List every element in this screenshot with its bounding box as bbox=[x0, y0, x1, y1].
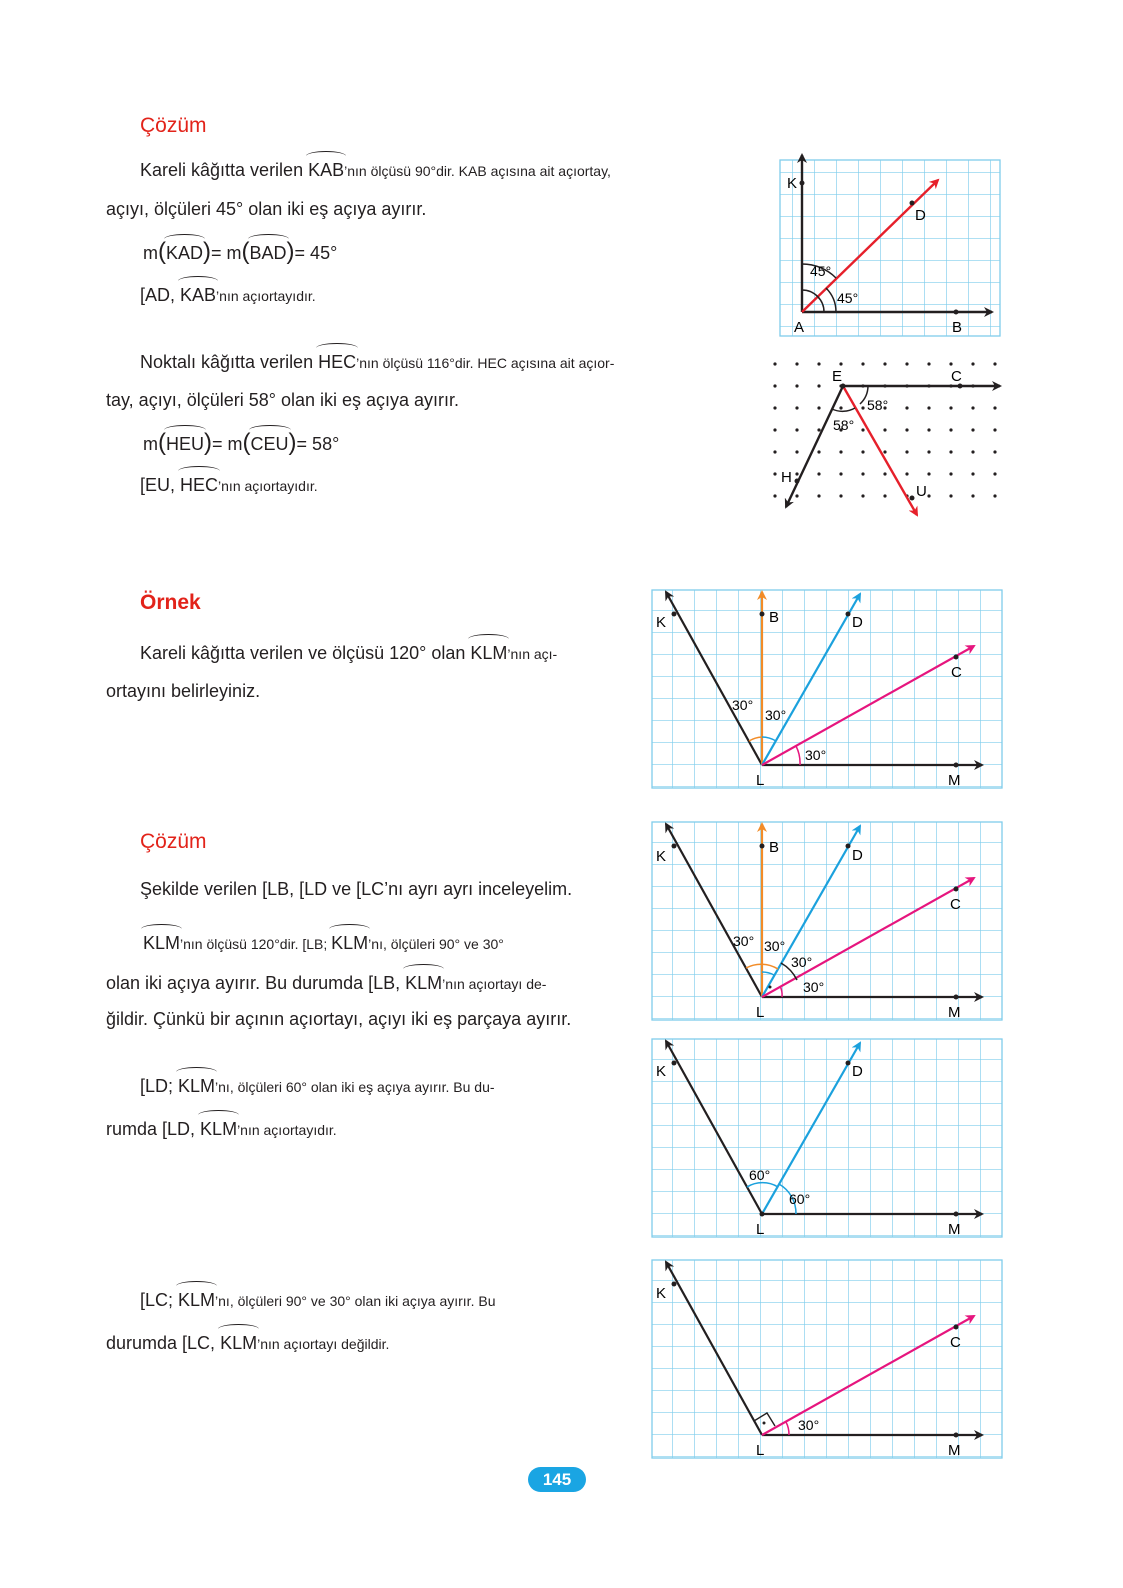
angle-label-cm: 30° bbox=[805, 747, 827, 763]
right-angle-dot bbox=[769, 986, 772, 989]
point-k bbox=[672, 612, 677, 617]
point-d bbox=[910, 201, 915, 206]
solution2-paragraph-2: KLM’nın ölçüsü 120°dir. [LB; KLM’nı, ölçüleri 90° ve 30° bbox=[143, 930, 504, 955]
figure-kab-grid bbox=[770, 150, 1006, 340]
angle-label-bd: 30° bbox=[764, 938, 786, 954]
solution1-paragraph-4: tay, açıyı, ölçüleri 58° olan iki eş açıya ayırır. bbox=[106, 390, 460, 410]
label-u: U bbox=[916, 483, 927, 500]
angle-label-right: 58° bbox=[867, 397, 889, 413]
label-l: L bbox=[756, 1004, 765, 1021]
grid-background bbox=[652, 822, 1002, 1020]
label-m: M bbox=[948, 772, 961, 789]
point-k bbox=[672, 844, 677, 849]
point-k bbox=[672, 1282, 677, 1287]
point-d bbox=[846, 612, 851, 617]
figure-klm-rays bbox=[650, 588, 1006, 790]
label-m: M bbox=[948, 1221, 961, 1238]
solution1-paragraph-1: Kareli kâğıtta verilen KAB’nın ölçüsü 90°dir. KAB açısına ait açıortay, bbox=[140, 157, 611, 182]
example-paragraph-1: Kareli kâğıtta verilen ve ölçüsü 120° olan KLM’nın açı- bbox=[140, 640, 557, 665]
point-b bbox=[760, 612, 765, 617]
angle-label-kb: 30° bbox=[732, 697, 754, 713]
label-l: L bbox=[756, 1442, 765, 1459]
label-d: D bbox=[852, 614, 863, 631]
point-l bbox=[760, 1212, 765, 1217]
label-d: D bbox=[852, 1063, 863, 1080]
grid-background bbox=[780, 160, 1000, 336]
point-h bbox=[795, 479, 800, 484]
solution2-paragraph-3: olan iki açıya ayırır. Bu durumda [LB, KLM’nın açıortayı de- bbox=[106, 970, 546, 995]
label-m: M bbox=[948, 1004, 961, 1021]
solution2-paragraph-4: ğildir. Çünkü bir açının açıortayı, açıyı iki eş parçaya ayırır. bbox=[106, 1009, 572, 1029]
point-m bbox=[954, 763, 959, 768]
angle-label-bd: 30° bbox=[765, 707, 787, 723]
point-k bbox=[672, 1061, 677, 1066]
label-b: B bbox=[769, 839, 780, 856]
figure-klm-ray-lc bbox=[650, 1258, 1006, 1460]
point-c bbox=[954, 887, 959, 892]
angle-label-cm: 30° bbox=[798, 1417, 820, 1433]
angle-label-dm: 60° bbox=[789, 1191, 811, 1207]
label-d: D bbox=[852, 847, 863, 864]
label-l: L bbox=[756, 1221, 765, 1238]
point-c bbox=[954, 655, 959, 660]
label-c: C bbox=[950, 1334, 961, 1351]
solution1-paragraph-3: Noktalı kâğıtta verilen HEC’nın ölçüsü 116°dir. HEC açısına ait açıor- bbox=[140, 349, 614, 374]
label-e: E bbox=[832, 368, 843, 385]
point-c bbox=[954, 1325, 959, 1330]
label-k: K bbox=[656, 848, 667, 865]
label-c: C bbox=[951, 664, 962, 681]
solution2-paragraph-5: [LD; KLM’nı, ölçüleri 60° olan iki eş açıya ayırır. Bu du- bbox=[140, 1073, 495, 1098]
figure-hec-dots bbox=[770, 360, 1006, 522]
grid-background bbox=[652, 590, 1002, 788]
point-m bbox=[954, 1212, 959, 1217]
solution-heading-2: Çözüm bbox=[140, 830, 207, 853]
point-d bbox=[846, 844, 851, 849]
figure-klm-all-rays bbox=[650, 820, 1006, 1022]
angle-label-upper: 45° bbox=[810, 263, 832, 279]
grid-background bbox=[652, 1260, 1002, 1458]
point-d bbox=[846, 1061, 851, 1066]
label-k: K bbox=[656, 1285, 667, 1302]
angle-label-dc: 30° bbox=[791, 954, 813, 970]
dot-background bbox=[770, 360, 1006, 510]
solution2-paragraph-8: durumda [LC, KLM’nın açıortayı değildir. bbox=[106, 1330, 389, 1355]
solution1-paragraph-2: açıyı, ölçüleri 45° olan iki eş açıya ayırır. bbox=[106, 199, 427, 219]
angle-label-kd: 60° bbox=[749, 1167, 771, 1183]
solution2-paragraph-6: rumda [LD, KLM’nın açıortayıdır. bbox=[106, 1116, 337, 1141]
point-b bbox=[954, 310, 959, 315]
point-m bbox=[954, 1433, 959, 1438]
point-k bbox=[800, 181, 805, 186]
label-a: A bbox=[794, 319, 805, 336]
example-paragraph-2: ortayını belirleyiniz. bbox=[106, 681, 261, 701]
label-k: K bbox=[656, 1063, 667, 1080]
label-m: M bbox=[948, 1442, 961, 1459]
point-m bbox=[954, 995, 959, 1000]
label-b: B bbox=[952, 319, 963, 336]
equation-heu-ceu: m(HEU)= m(CEU)= 58° bbox=[143, 429, 340, 456]
solution-heading-1: Çözüm bbox=[140, 114, 207, 137]
angle-label-kb: 30° bbox=[733, 933, 755, 949]
label-h: H bbox=[781, 469, 792, 486]
point-u bbox=[910, 496, 915, 501]
angle-label-lower: 45° bbox=[837, 290, 859, 306]
label-k: K bbox=[787, 175, 798, 192]
grid-background bbox=[652, 1039, 1002, 1237]
angle-label-cm: 30° bbox=[803, 979, 825, 995]
label-k: K bbox=[656, 614, 667, 631]
label-b: B bbox=[769, 609, 780, 626]
bisector-statement-ad: [AD, KAB’nın açıortayıdır. bbox=[140, 282, 316, 307]
label-d: D bbox=[915, 207, 926, 224]
solution2-paragraph-1: Şekilde verilen [LB, [LD ve [LC’nı ayrı ayrı inceleyelim. bbox=[140, 879, 573, 899]
bisector-statement-eu: [EU, HEC’nın açıortayıdır. bbox=[140, 472, 318, 497]
figure-klm-bisector-ld bbox=[650, 1037, 1006, 1239]
point-b bbox=[760, 844, 765, 849]
right-angle-dot bbox=[763, 1422, 766, 1425]
label-c: C bbox=[950, 896, 961, 913]
label-c: C bbox=[951, 368, 962, 385]
solution2-paragraph-7: [LC; KLM’nı, ölçüleri 90° ve 30° olan iki açıya ayırır. Bu bbox=[140, 1287, 495, 1312]
equation-kad-bad: m(KAD)= m(BAD)= 45° bbox=[143, 238, 338, 265]
angle-label-left: 58° bbox=[833, 417, 855, 433]
page-number-badge: 145 bbox=[528, 1467, 586, 1492]
example-heading: Örnek bbox=[140, 591, 201, 614]
label-l: L bbox=[756, 772, 765, 789]
